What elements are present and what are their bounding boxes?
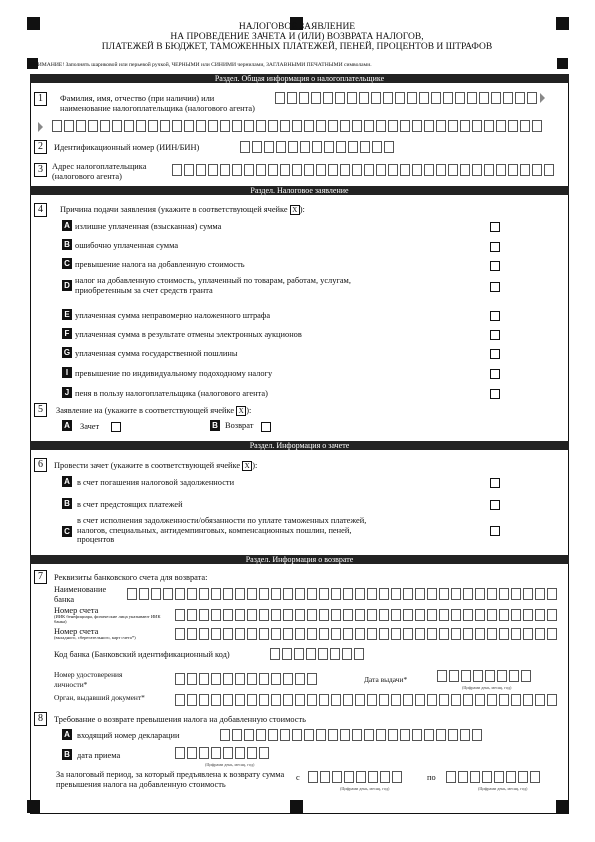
bic-input[interactable] <box>270 648 366 660</box>
vat-letter-a: A <box>62 729 72 740</box>
reason-text-d: налог на добавленную стоимость, уплаченный по товарам, работам, услугам, приобретенным за счет средств гранта <box>75 276 351 295</box>
period-to-input[interactable] <box>446 771 542 783</box>
section-refund-header: Раздел. Информация о возврате <box>30 555 569 564</box>
receipt-date-label: дата приема <box>77 751 121 760</box>
checkbox-marked-icon: X <box>242 461 252 471</box>
statement-letter-b: B <box>210 420 220 431</box>
form-title-line3: ПЛАТЕЖЕЙ В БЮДЖЕТ, ТАМОЖЕННЫХ ПЛАТЕЖЕЙ, ПЕНЕЙ, ПРОЦЕНТОВ И ШТРАФОВ <box>101 42 493 52</box>
reason-text-j: пеня в пользу налогоплательщика (налогового агента) <box>75 389 268 398</box>
reason-text-i: превышение по индивидуальному подоходному налогу <box>75 369 273 378</box>
id-doc-label: Номер удостоверения личности* <box>54 670 123 689</box>
offset-title: Провести зачет (укажите в соответствующей ячейке X ): <box>54 461 258 471</box>
field-number-6: 6 <box>34 458 47 472</box>
form-title-line2: НА ПРОВЕДЕНИЕ ЗАЧЕТА И (ИЛИ) ВОЗВРАТА НАЛОГОВ, <box>170 32 424 42</box>
statement-refund-checkbox[interactable] <box>261 422 271 432</box>
period-from-hint: (Цифрами день, месяц, год) <box>340 786 390 791</box>
period-to-hint: (Цифрами день, месяц, год) <box>478 786 528 791</box>
period-to-label: по <box>427 773 436 782</box>
statement-title: Заявление на (укажите в соответствующей ячейке X ): <box>56 406 252 416</box>
section-offset-header: Раздел. Информация о зачете <box>30 441 569 450</box>
reason-letter-i: I <box>62 367 72 378</box>
reason-checkbox-i[interactable] <box>490 369 500 379</box>
statement-offset-label: Зачет <box>80 422 100 431</box>
vat-refund-title: Требование о возврате превышения налога на добавленную стоимость <box>54 715 306 724</box>
checkbox-marked-icon: X <box>290 205 300 215</box>
reason-text-e: уплаченная сумма неправомерно наложенного штрафа <box>75 311 271 320</box>
offset-text-b: в счет предстоящих платежей <box>77 500 183 509</box>
offset-checkbox-a[interactable] <box>490 478 500 488</box>
registration-mark <box>27 17 40 30</box>
offset-checkbox-b[interactable] <box>490 500 500 510</box>
account-number-input[interactable] <box>175 609 559 621</box>
reason-checkbox-c[interactable] <box>490 261 500 271</box>
iin-bin-input[interactable] <box>240 141 396 153</box>
bic-label: Код банка (Банковский идентификационный код) <box>54 650 230 659</box>
receipt-date-input[interactable] <box>175 747 271 759</box>
statement-letter-a: A <box>62 420 72 431</box>
section-general-header: Раздел. Общая информация о налогоплательщике <box>30 74 569 83</box>
reason-checkbox-j[interactable] <box>490 389 500 399</box>
reason-letter-b: B <box>62 239 72 250</box>
arrow-right-icon <box>38 122 43 132</box>
statement-refund-label: Возврат <box>225 421 254 430</box>
period-from-label: с <box>296 773 300 782</box>
issuer-label: Орган, выдавший документ* <box>54 693 145 702</box>
bank-name-label: Наименование банка <box>54 585 107 604</box>
reason-text-a: излишне уплаченная (взысканная) сумма <box>75 222 222 231</box>
form-title-line1: НАЛОГОВОЕ ЗАЯВЛЕНИЕ <box>238 22 356 32</box>
issue-date-label: Дата выдачи* <box>364 675 408 684</box>
bank-details-title: Реквизиты банковского счета для возврата: <box>54 573 208 582</box>
deposit-account-note: (вкладного, сберегательного, карт счета*) <box>54 635 136 640</box>
iin-bin-label: Идентификационный номер (ИИН/БИН) <box>54 143 200 152</box>
offset-letter-b: B <box>62 498 72 509</box>
reason-checkbox-f[interactable] <box>490 330 500 340</box>
declaration-number-label: входящий номер декларации <box>77 731 180 740</box>
offset-letter-c: C <box>62 526 72 537</box>
reason-title: Причина подачи заявления (укажите в соответствующей ячейке X ): <box>60 205 305 215</box>
reason-letter-g: G <box>63 348 71 357</box>
reason-checkbox-e[interactable] <box>490 311 500 321</box>
issuer-input[interactable] <box>175 694 559 706</box>
name-input-row1[interactable] <box>275 92 539 104</box>
reason-letter-j: J <box>62 387 72 398</box>
reason-letter-d: D <box>62 280 72 291</box>
statement-offset-checkbox[interactable] <box>111 422 121 432</box>
reason-checkbox-g[interactable] <box>490 349 500 359</box>
issue-date-hint: (Цифрами день, месяц, год) <box>462 685 512 690</box>
issue-date-input[interactable] <box>437 670 533 682</box>
field-number-5: 5 <box>34 403 47 417</box>
account-number-note: (ИИК бенефициара, физические лица указывают ИИК банка) <box>54 614 161 624</box>
field-number-4: 4 <box>34 203 47 217</box>
field-number-1: 1 <box>34 92 47 106</box>
deposit-account-label: Номер счета <box>54 627 99 636</box>
field-number-8: 8 <box>34 712 47 726</box>
reason-text-c: превышение налога на добавленную стоимость <box>75 260 245 269</box>
reason-letter-c: C <box>62 258 72 269</box>
account-number-label: Номер счета <box>54 606 99 615</box>
tax-period-label: За налоговый период, за который предъявлена к возврату сумма превышения налога на добавленную стоимость <box>56 770 285 789</box>
arrow-right-icon <box>540 93 545 103</box>
deposit-account-input[interactable] <box>175 628 559 640</box>
reason-checkbox-b[interactable] <box>490 242 500 252</box>
period-from-input[interactable] <box>308 771 404 783</box>
reason-checkbox-a[interactable] <box>490 222 500 232</box>
reason-text-b: ошибочно уплаченная сумма <box>75 241 179 250</box>
reason-letter-a: A <box>62 220 72 231</box>
bank-name-input[interactable] <box>127 588 559 600</box>
fill-instruction: ВНИМАНИЕ! Заполнять шариковой или перьевой ручкой, ЧЕРНЫМИ или СИНИМИ чернилами, ЗАГЛАВНЫМИ ПЕЧАТНЫМИ символами. <box>30 62 372 68</box>
registration-mark <box>556 17 569 30</box>
field-number-3: 3 <box>34 163 47 177</box>
reason-letter-e: E <box>62 309 72 320</box>
vat-letter-b: B <box>62 749 72 760</box>
name-input-row2[interactable] <box>52 120 544 132</box>
address-input[interactable] <box>172 164 556 176</box>
declaration-number-input[interactable] <box>220 729 484 741</box>
reason-text-f: уплаченная сумма в результате отмены электронных аукционов <box>75 330 302 339</box>
id-doc-input[interactable] <box>175 673 319 685</box>
reason-text-g: уплаченная сумма государственной пошлины <box>75 349 238 358</box>
offset-letter-a: A <box>62 476 72 487</box>
offset-text-c: в счет исполнения задолженности/обязанности по уплате таможенных платежей, налогов, специальных, антидемпинговых, компенсационных пошлин, пеней, процентов <box>77 516 367 544</box>
receipt-date-hint: (Цифрами день, месяц, год) <box>205 762 255 767</box>
field-number-2: 2 <box>34 140 47 154</box>
address-label: Адрес налогоплательщика (налогового агента) <box>52 162 147 181</box>
checkbox-marked-icon: X <box>236 406 246 416</box>
field-number-7: 7 <box>34 570 47 584</box>
reason-letter-f: F <box>62 328 72 339</box>
reason-checkbox-d[interactable] <box>490 282 500 292</box>
offset-text-a: в счет погашения налоговой задолженности <box>77 478 235 487</box>
section-application-header: Раздел. Налоговое заявление <box>30 186 569 195</box>
name-label: Фамилия, имя, отчество (при наличии) или наименование налогоплательщика (налогового агента) <box>60 94 255 113</box>
offset-checkbox-c[interactable] <box>490 526 500 536</box>
